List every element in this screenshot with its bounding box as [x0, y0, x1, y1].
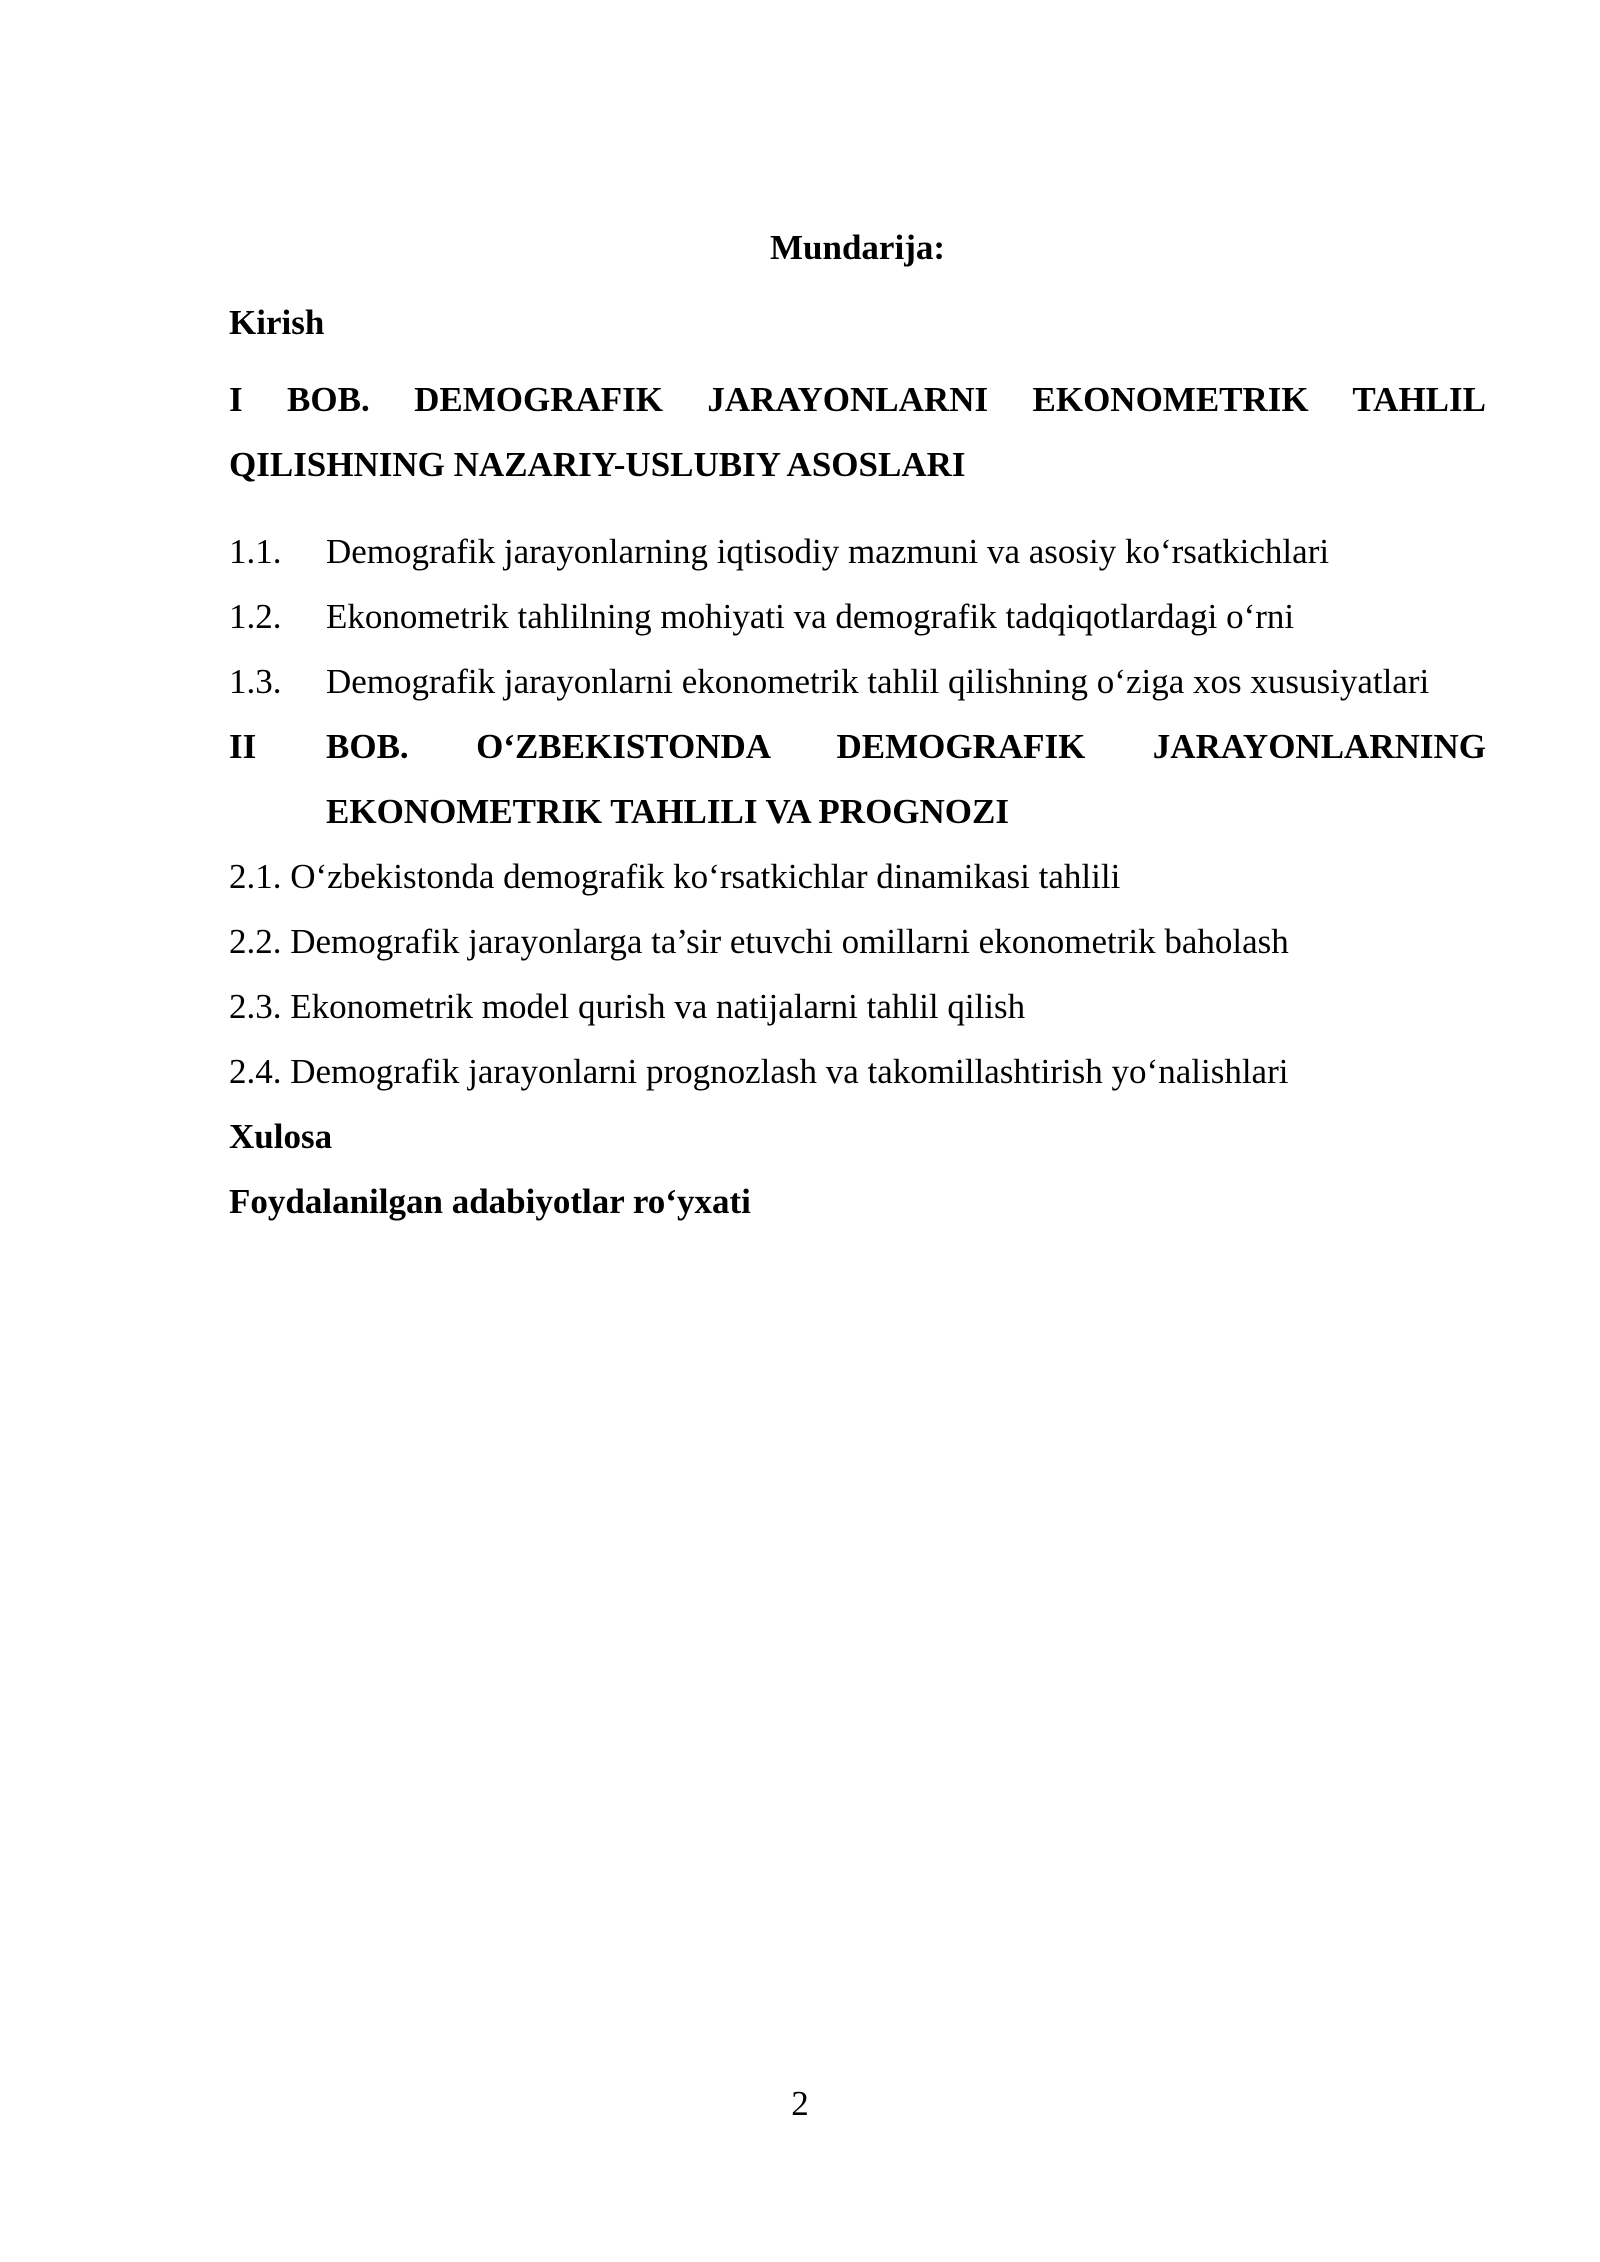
toc-section	[229, 519, 1486, 584]
toc-chapter-1	[229, 367, 1486, 497]
toc-section-number: 1.2.	[229, 597, 282, 636]
table-of-contents	[229, 222, 1486, 1234]
toc-section: 2.1. O‘zbekistonda demografik ko‘rsatkichlar dinamikasi tahlili	[229, 857, 1121, 896]
page-number: 2	[791, 2084, 809, 2123]
toc-section	[229, 584, 1486, 649]
toc-section-number: 1.3.	[229, 662, 282, 701]
toc-section-title: Demografik jarayonlarni ekonometrik tahlil qilishning o‘ziga xos xususiyatlari	[326, 662, 1430, 701]
toc-chapter-1-sections	[229, 519, 1486, 714]
toc-section-number: 1.1.	[229, 532, 282, 571]
toc-section-title: Ekonometrik tahlilning mohiyati va demografik tadqiqotlardagi o‘rni	[326, 597, 1295, 636]
toc-title: Mundarija:	[770, 228, 945, 267]
toc-section: 2.3. Ekonometrik model qurish va natijalarni tahlil qilish	[229, 987, 1026, 1026]
toc-entry-references: Foydalanilgan adabiyotlar ro‘yxati	[229, 1182, 751, 1221]
toc-entry-intro: Kirish	[229, 303, 325, 342]
toc-chapter-2-sections	[229, 844, 1486, 1104]
toc-section-title: Demografik jarayonlarning iqtisodiy mazmuni va asosiy ko‘rsatkichlari	[326, 532, 1330, 571]
toc-section	[229, 649, 1486, 714]
toc-chapter-2	[229, 714, 1486, 844]
toc-chapter-1-title: I BOB. DEMOGRAFIK JARAYONLARNI EKONOMETRIK TAHLIL QILISHNING NAZARIY-USLUBIY ASOSLARI	[229, 380, 1486, 484]
toc-chapter-2-title: BOB. O‘ZBEKISTONDA DEMOGRAFIK JARAYONLARNING EKONOMETRIK TAHLILI VA PROGNOZI	[326, 727, 1486, 831]
toc-chapter-2-roman: II	[229, 727, 257, 766]
toc-entry-conclusion: Xulosa	[229, 1117, 333, 1156]
toc-section: 2.2. Demografik jarayonlarga ta’sir etuvchi omillarni ekonometrik baholash	[229, 922, 1289, 961]
toc-section: 2.4. Demografik jarayonlarni prognozlash va takomillashtirish yo‘nalishlari	[229, 1052, 1289, 1091]
